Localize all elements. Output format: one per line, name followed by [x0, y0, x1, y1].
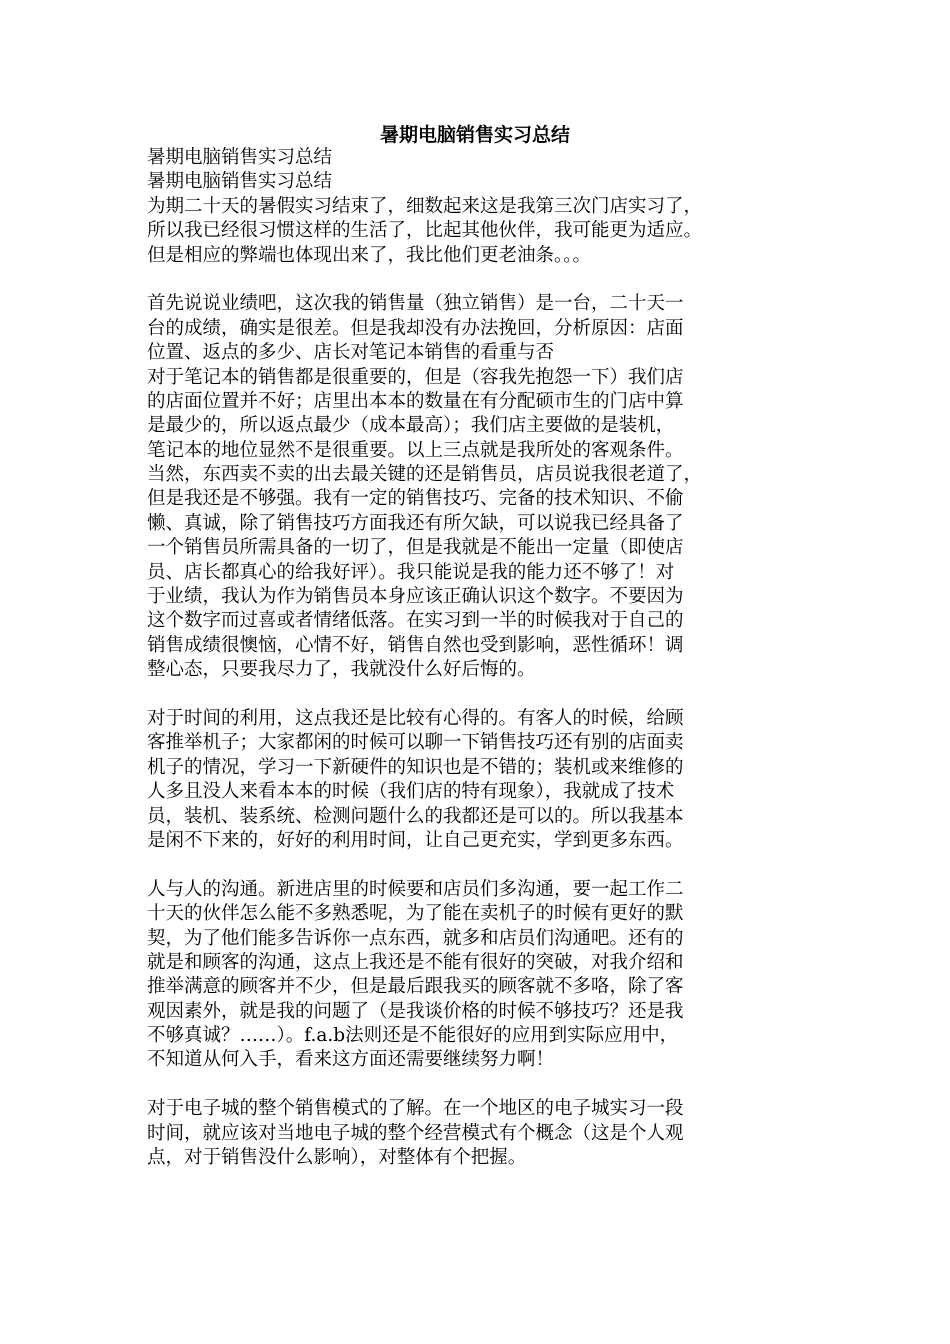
text-line: 笔记本的地位显然不是很重要。以上三点就是我所处的客观条件。 — [147, 439, 684, 461]
text-line: 的店面位置并不好；店里出本本的数量在有分配硕市生的门店中算 — [147, 390, 684, 412]
text-line: 人与人的沟通。新进店里的时候要和店员们多沟通，要一起工作二 — [147, 878, 684, 900]
text-line: 员、店长都真心的给我好评）。我只能说是我的能力还不够了！对 — [147, 561, 675, 583]
text-line: 十天的伙伴怎么能不多熟悉呢，为了能在卖机子的时候有更好的默 — [147, 903, 684, 925]
text-line: 不够真诚？……）。f.a.b法则还是不能很好的应用到实际应用中， — [147, 1025, 679, 1047]
text-line: 一个销售员所需具备的一切了，但是我就是不能出一定量（即使店 — [147, 537, 684, 559]
text-line: 懒、真诚，除了销售技巧方面我还有所欠缺，可以说我已经具备了 — [147, 512, 684, 534]
text-line: 客推举机子；大家都闲的时候可以聊一下销售技巧还有别的店面卖 — [147, 732, 684, 754]
text-line: 就是和顾客的沟通，这点上我还是不能有很好的突破，对我介绍和 — [147, 951, 684, 973]
text-line: 点，对于销售没什么影响），对整体有个把握。 — [147, 1147, 527, 1169]
text-line: 于业绩，我认为作为销售员本身应该正确认识这个数字。不要因为 — [147, 586, 684, 608]
text-line: 位置、返点的多少、店长对笔记本销售的看重与否 — [147, 342, 555, 364]
text-line: 时间，就应该对当地电子城的整个经营模式有个概念（这是个人观 — [147, 1122, 684, 1144]
text-line: 契，为了他们能多告诉你一点东西，就多和店员们沟通吧。还有的 — [147, 927, 684, 949]
text-line: 台的成绩，确实是很差。但是我却没有办法挽回，分析原因：店面 — [147, 317, 684, 339]
document-body — [147, 146, 827, 1170]
text-line: 销售成绩很懊恼，心情不好，销售自然也受到影响，恶性循环！调 — [147, 634, 684, 656]
text-line: 人多且没人来看本本的时候（我们店的特有现象），我就成了技术 — [147, 781, 675, 803]
text-line: 整心态，只要我尽力了，我就没什么好后悔的。 — [147, 659, 536, 681]
text-line: 对于电子城的整个销售模式的了解。在一个地区的电子城实习一段 — [147, 1098, 684, 1120]
text-line: 推举满意的顾客并不少，但是最后跟我买的顾客就不多咯，除了客 — [147, 976, 684, 998]
text-line: 是闲不下来的，好好的利用时间，让自己更充实，学到更多东西。 — [147, 829, 684, 851]
text-line: 不知道从何入手，看来这方面还需要继续努力啊！ — [147, 1049, 555, 1071]
paragraph-gap — [147, 1073, 827, 1097]
paragraph-gap — [147, 268, 827, 292]
text-line: 对于时间的利用，这点我还是比较有心得的。有客人的时候，给顾 — [147, 707, 684, 729]
text-line: 为期二十天的暑假实习结束了，细数起来这是我第三次门店实习了， — [147, 195, 703, 217]
text-line: 观因素外，就是我的问题了（是我谈价格的时候不够技巧？还是我 — [147, 1000, 684, 1022]
paragraph-gap — [147, 853, 827, 877]
text-line: 但是我还是不够强。我有一定的销售技巧、完备的技术知识、不偷 — [147, 488, 684, 510]
text-line: 暑期电脑销售实习总结 — [147, 147, 333, 168]
text-line: 这个数字而过喜或者情绪低落。在实习到一半的时候我对于自己的 — [147, 610, 684, 632]
text-line: 暑期电脑销售实习总结 — [147, 171, 333, 193]
text-line: 员，装机、装系统、检测问题什么的我都还是可以的。所以我基本 — [147, 805, 684, 827]
text-line: 对于笔记本的销售都是很重要的，但是（容我先抱怨一下）我们店 — [147, 366, 684, 388]
text-line: 首先说说业绩吧，这次我的销售量（独立销售）是一台，二十天一 — [147, 293, 684, 315]
document-title: 暑期电脑销售实习总结 — [379, 124, 570, 146]
text-line: 所以我已经很习惯这样的生活了，比起其他伙伴，我可能更为适应。 — [147, 220, 703, 242]
paragraph-gap — [147, 683, 827, 707]
text-line: 是最少的，所以返点最少（成本最高）；我们店主要做的是装机， — [147, 415, 675, 437]
text-line: 但是相应的弊端也体现出来了，我比他们更老油条。。。 — [147, 244, 592, 266]
text-line: 当然，东西卖不卖的出去最关键的还是销售员，店员说我很老道了， — [147, 464, 703, 486]
text-line: 机子的情况，学习一下新硬件的知识也是不错的；装机或来维修的 — [147, 756, 684, 778]
